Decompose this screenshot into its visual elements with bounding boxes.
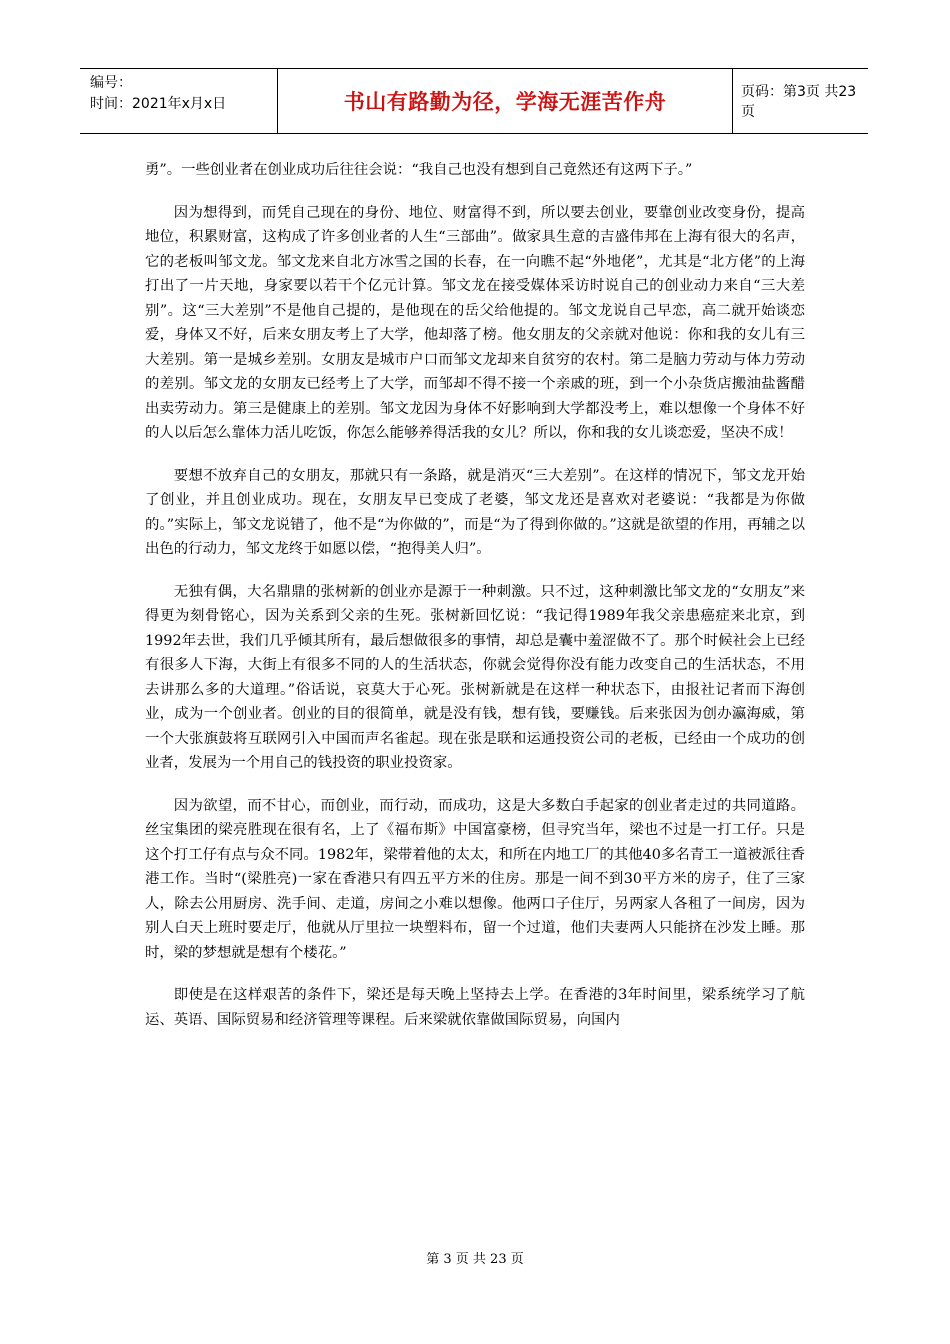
paragraph: 因为想得到，而凭自己现在的身份、地位、财富得不到，所以要去创业，要靠创业改变身份，提高地位，积累财富，这构成了许多创业者的人生“三部曲”。做家具生意的吉盛伟邦在上海有很大的名声，它的老板叫邹文龙。邹文龙来自北方冰雪之国的长春，在一向瞧不起“外地佬”，尤其是“北方佬”的上海打出了一片天地，身家要以若干个亿元计算。邹文龙在接受媒体采访时说自己的创业动力来自“三大差别”。这“三大差别”不是他自己提的，是他现在的岳父给他提的。邹文龙说自己早恋，高二就开始谈恋爱，身体又不好，后来女朋友考上了大学，他却落了榜。他女朋友的父亲就对他说：你和我的女儿有三大差别。第一是城乡差别。女朋友是城市户口而邹文龙却来自贫穷的农村。第二是脑力劳动与体力劳动的差别。邹文龙的女朋友已经考上了大学，而邹却不得不接一个亲戚的班，到一个小杂货店搬油盐酱醋出卖劳动力。第三是健康上的差别。邹文龙因为身体不好影响到大学都没考上，难以想像一个身体不好的人以后怎么靠体力活儿吃饭，你怎么能够养得活我的女儿？所以，你和我的女儿谈恋爱，坚决不成！: [145, 204, 805, 441]
header-motto: 书山有路勤为径，学海无涯苦作舟: [343, 90, 667, 114]
serial-number-label: 编号：: [90, 75, 132, 91]
paragraph: 即使是在这样艰苦的条件下，梁还是每天晚上坚持去上学。在香港的3年时间里，梁系统学习了航运、英语、国际贸易和经济管理等课程。后来梁就依靠做国际贸易，向国内: [145, 987, 805, 1028]
page-footer: 第 3 页 共 23 页: [426, 1252, 524, 1267]
paragraph: 因为欲望，而不甘心，而创业，而行动，而成功，这是大多数白手起家的创业者走过的共同道路。丝宝集团的梁亮胜现在很有名，上了《福布斯》中国富豪榜，但寻究当年，梁也不过是一打工仔。只是这个打工仔有点与众不同。1982年，梁带着他的太太，和所在内地工厂的其他40多名青工一道被派往香港工作。当时“(梁胜亮)一家在香港只有四五平方米的住房。那是一间不到30平方米的房子，住了三家人，除去公用厨房、洗手间、走道，房间之小难以想像。他两口子住厅，另两家人各租了一间房，因为别人白天上班时要走厅，他就从厅里拉一块塑料布，留一个过道，他们夫妻两人只能挤在沙发上睡。那时，梁的梦想就是想有个楼花。”: [145, 797, 805, 961]
header-motto-cell: [278, 69, 733, 133]
paragraph: 无独有偶，大名鼎鼎的张树新的创业亦是源于一种刺激。只不过，这种刺激比邹文龙的“女朋友”来得更为刻骨铭心，因为关系到父亲的生死。张树新回忆说：“我记得1989年我父亲患癌症来北京，到1992年去世，我们几乎倾其所有，最后想做很多的事情，却总是囊中羞涩做不了。那个时候社会上已经有很多人下海，大街上有很多不同的人的生活状态，你就会觉得你没有能力改变自己的生活状态，不用去讲那么多的大道理。”俗话说，哀莫大于心死。张树新就是在这样一种状态下，由报社记者而下海创业，成为一个创业者。创业的目的很简单，就是没有钱，想有钱，要赚钱。后来张因为创办瀛海威，第一个大张旗鼓将互联网引入中国而声名雀起。现在张是联和运通投资公司的老板，已经由一个成功的创业者，发展为一个用自己的钱投资的职业投资家。: [145, 583, 805, 771]
page-header: [80, 68, 868, 134]
document-body: [145, 158, 805, 1050]
header-meta: [80, 69, 278, 133]
header-page-info: 页码：第3页 共23页: [741, 84, 857, 120]
time-label: 时间：2021年x月x日: [90, 96, 227, 112]
paragraph: 要想不放弃自己的女朋友，那就只有一条路，就是消灭“三大差别”。在这样的情况下，邹文龙开始了创业，并且创业成功。现在，女朋友早已变成了老婆，邹文龙还是喜欢对老婆说：“我都是为你做的。”实际上，邹文龙说错了，他不是“为你做的”，而是“为了得到你做的。”这就是欲望的作用，再辅之以出色的行动力，邹文龙终于如愿以偿，“抱得美人归”。: [145, 467, 805, 557]
paragraph: 勇”。一些创业者在创业成功后往往会说：“我自己也没有想到自己竟然还有这两下子。”: [145, 162, 693, 178]
